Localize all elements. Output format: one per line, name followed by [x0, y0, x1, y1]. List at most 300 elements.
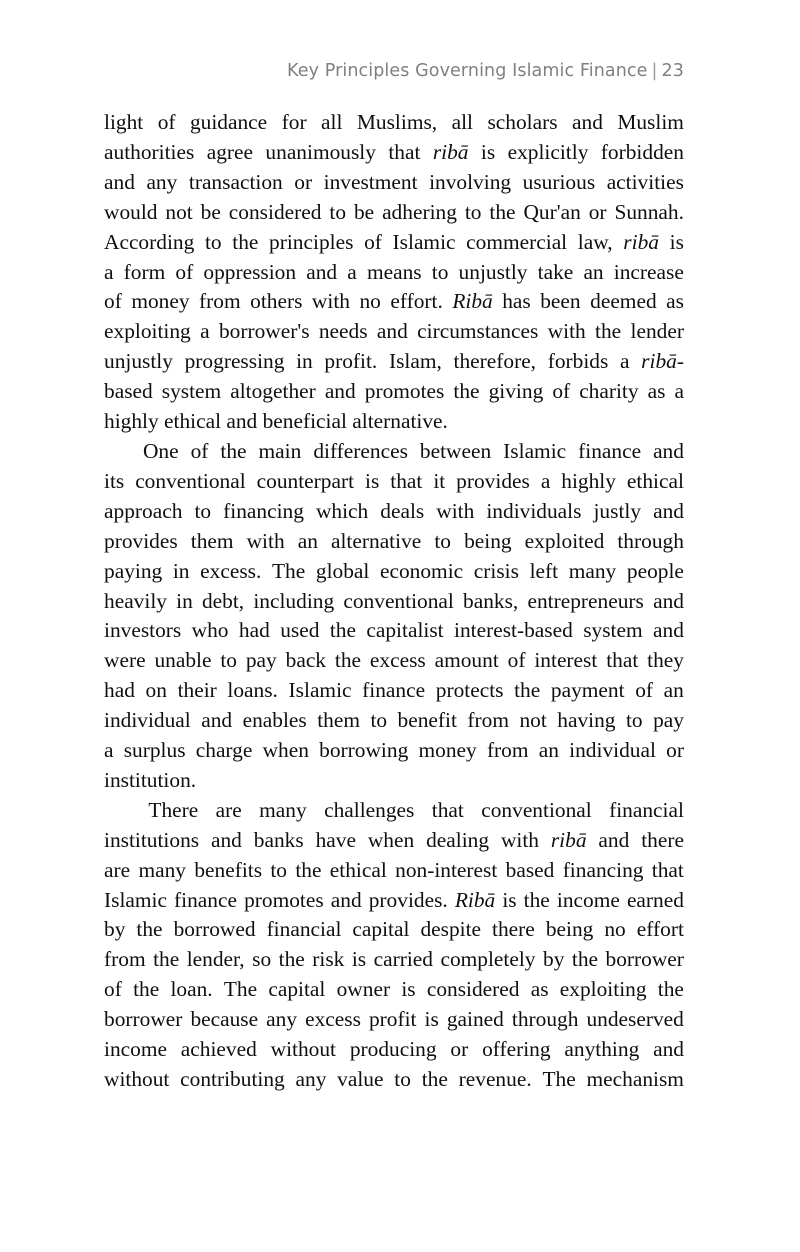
- word: to: [220, 648, 237, 673]
- word: principles: [269, 229, 354, 254]
- word: is: [424, 1007, 439, 1032]
- page-number: 23: [661, 61, 684, 81]
- word: money: [418, 738, 477, 763]
- word: global: [315, 558, 370, 583]
- word: from: [486, 738, 529, 763]
- word: being: [545, 917, 594, 942]
- text-line: [104, 736, 684, 766]
- word: the: [136, 917, 163, 942]
- word: Islamic: [392, 229, 456, 254]
- word: borrower: [605, 947, 684, 972]
- word: many: [259, 797, 307, 822]
- word: in: [176, 588, 193, 613]
- word: capitalist: [366, 618, 444, 643]
- word: be: [353, 199, 375, 224]
- word: by: [543, 947, 565, 972]
- word: amount: [434, 648, 499, 673]
- word: a: [540, 468, 551, 493]
- word: be: [200, 199, 221, 224]
- word: to: [431, 259, 449, 284]
- word: exploiting: [559, 977, 647, 1002]
- word: lender,: [186, 947, 245, 972]
- word: of: [175, 259, 194, 284]
- word: back: [285, 648, 327, 673]
- word: exploiting: [104, 319, 191, 344]
- word: through: [617, 528, 684, 553]
- word: and: [572, 110, 603, 134]
- word: is: [365, 468, 380, 493]
- word: ribā-: [641, 349, 684, 374]
- word: an: [583, 259, 604, 284]
- text-line: [104, 1005, 684, 1035]
- word: with: [500, 827, 539, 852]
- word: the: [523, 887, 550, 912]
- word: pay: [653, 708, 684, 733]
- word: profit: [368, 1007, 417, 1032]
- word: without: [104, 1067, 170, 1091]
- word: earned: [626, 887, 684, 912]
- word: individuals: [486, 498, 582, 523]
- word: and: [201, 708, 233, 733]
- word: to: [464, 199, 482, 224]
- word: [455, 886, 495, 916]
- word: value: [337, 1067, 384, 1091]
- word: all: [451, 110, 473, 134]
- running-header-separator: |: [651, 61, 658, 81]
- word: forbids: [547, 349, 609, 374]
- word: to: [370, 708, 388, 733]
- word: [623, 228, 659, 258]
- word: means: [366, 259, 422, 284]
- word: and: [330, 887, 362, 912]
- word: [551, 826, 587, 856]
- word: based: [505, 857, 555, 882]
- word: banks,: [463, 588, 519, 613]
- word: to: [329, 199, 347, 224]
- word: Muslim: [617, 110, 684, 134]
- word: unable: [154, 648, 212, 673]
- word: finance: [174, 887, 237, 912]
- word: [452, 287, 492, 317]
- word: they: [647, 648, 684, 673]
- word: the: [220, 438, 247, 463]
- word: that: [431, 797, 464, 822]
- word: institution.: [104, 767, 197, 792]
- word: as: [530, 977, 549, 1002]
- word: would: [104, 199, 158, 224]
- text-line: [104, 796, 684, 826]
- text-line: [104, 108, 684, 138]
- word: been: [540, 289, 581, 314]
- word: not: [165, 199, 193, 224]
- word: used: [280, 618, 320, 643]
- word: there: [492, 917, 535, 942]
- word: The: [271, 558, 306, 583]
- word: ethical: [626, 468, 684, 493]
- word: anything: [564, 1037, 640, 1062]
- word: to: [204, 229, 222, 254]
- running-header-title: Key Principles Governing Islamic Finance: [287, 61, 648, 81]
- word: Muslims,: [356, 110, 438, 134]
- word: interest: [534, 648, 598, 673]
- word: system: [161, 379, 222, 404]
- word: Islamic: [104, 887, 167, 912]
- text-line: [104, 616, 684, 646]
- word: many: [568, 558, 617, 583]
- word: of: [104, 977, 122, 1002]
- word: benefit: [397, 708, 457, 733]
- word: who: [191, 618, 229, 643]
- word: income: [104, 1037, 167, 1062]
- word: from: [104, 947, 146, 972]
- text-line: [104, 527, 684, 557]
- word: is: [669, 229, 684, 254]
- word: individual: [569, 738, 656, 763]
- word: excess.: [200, 558, 262, 583]
- text-line: [104, 1065, 684, 1095]
- word: agree: [206, 139, 254, 164]
- word: from: [199, 289, 241, 314]
- word: and: [653, 438, 684, 463]
- text-line: [104, 856, 684, 886]
- word: risk: [312, 947, 345, 972]
- word: oppression: [203, 259, 297, 284]
- word: conventional: [343, 588, 454, 613]
- word: provides: [104, 528, 178, 553]
- word: scholars: [487, 110, 558, 134]
- word: money: [131, 289, 190, 314]
- word: charge: [195, 738, 253, 763]
- text-line: [104, 706, 684, 736]
- word: and: [598, 827, 630, 852]
- word: individual: [104, 708, 191, 733]
- word: and: [376, 319, 408, 344]
- word: and: [210, 827, 242, 852]
- word: owner: [336, 977, 391, 1002]
- word: producing: [349, 1037, 437, 1062]
- italic-term: Ribā: [452, 289, 493, 314]
- word: counterpart: [256, 468, 355, 493]
- text-line: [104, 407, 684, 437]
- word: loans.: [227, 678, 278, 703]
- text-line: [104, 287, 684, 317]
- word: the: [595, 319, 622, 344]
- word: the: [278, 947, 305, 972]
- word: Sunnah.: [614, 199, 684, 224]
- word: because: [190, 1007, 259, 1032]
- word: that: [606, 648, 639, 673]
- word: between: [419, 438, 492, 463]
- word: needs: [318, 319, 368, 344]
- word: unanimously: [265, 139, 376, 164]
- word: or: [450, 1037, 469, 1062]
- paragraph-3: [104, 796, 684, 1095]
- word: deals: [380, 498, 425, 523]
- word: the: [657, 977, 684, 1002]
- text-line: [104, 766, 684, 796]
- word: are: [104, 857, 131, 882]
- word: of: [157, 110, 176, 134]
- word: that: [651, 857, 684, 882]
- text-line: [104, 258, 684, 288]
- word: which: [315, 498, 369, 523]
- text-line: [104, 1035, 684, 1065]
- text-line: [104, 347, 684, 377]
- word: no: [604, 917, 626, 942]
- word: altogether: [230, 379, 316, 404]
- word: lender: [630, 319, 684, 344]
- word: benefits: [194, 857, 263, 882]
- word: them: [190, 528, 234, 553]
- word: no: [359, 289, 381, 314]
- word: an: [663, 678, 684, 703]
- word: charity: [579, 379, 639, 404]
- word: conventional: [135, 468, 246, 493]
- word: to: [625, 708, 643, 733]
- word: when: [367, 827, 415, 852]
- word: that: [390, 468, 423, 493]
- word: people: [626, 558, 684, 583]
- word: alternative: [331, 528, 422, 553]
- word: the: [334, 648, 362, 673]
- word: debt,: [201, 588, 245, 613]
- word: considered: [228, 199, 322, 224]
- word: transaction: [188, 169, 283, 194]
- word: forbidden: [600, 139, 684, 164]
- word: or: [666, 738, 684, 763]
- text-line: [104, 915, 684, 945]
- word: in: [296, 349, 313, 374]
- word: of: [190, 438, 209, 463]
- word: surplus: [123, 738, 186, 763]
- word: Islamic: [503, 438, 567, 463]
- word: There: [148, 797, 199, 822]
- word: the: [133, 977, 160, 1002]
- text-line: [104, 317, 684, 347]
- word: conventional: [481, 797, 592, 822]
- word: giving: [488, 379, 544, 404]
- word: through: [511, 1007, 579, 1032]
- word: [433, 138, 469, 168]
- word: to: [434, 528, 451, 553]
- word: having: [557, 708, 616, 733]
- word: investors: [104, 618, 182, 643]
- word: had: [104, 678, 135, 703]
- word: circumstances: [417, 319, 539, 344]
- word: According: [104, 229, 195, 254]
- word: unjustly: [104, 349, 173, 374]
- word: as: [666, 289, 684, 314]
- word: Qur'an: [523, 199, 581, 224]
- word: offering: [482, 1037, 551, 1062]
- word: system: [583, 618, 643, 643]
- word: with: [311, 289, 350, 314]
- word: borrower's: [218, 319, 310, 344]
- word: payment: [550, 678, 625, 703]
- body-text-block: [104, 108, 684, 1095]
- word: there: [641, 827, 684, 852]
- word: finance: [578, 438, 642, 463]
- word: not: [519, 708, 547, 733]
- word: revenue.: [458, 1067, 532, 1091]
- word: a: [200, 319, 210, 344]
- word: investment: [323, 169, 418, 194]
- word: undeserved: [586, 1007, 684, 1032]
- word: involving: [429, 169, 512, 194]
- word: entrepreneurs: [527, 588, 644, 613]
- word: is: [502, 887, 517, 912]
- text-line: [104, 826, 684, 856]
- word: promotes: [364, 379, 445, 404]
- word: the: [514, 678, 541, 703]
- word: light: [104, 110, 144, 134]
- word: or: [294, 169, 313, 194]
- word: promotes: [244, 887, 324, 912]
- word: economic: [379, 558, 464, 583]
- word: adhering: [382, 199, 457, 224]
- word: justly: [593, 498, 642, 523]
- word: deemed: [590, 289, 657, 314]
- word: loan.: [170, 977, 213, 1002]
- word: dealing: [426, 827, 490, 852]
- word: with: [547, 319, 586, 344]
- word: a: [620, 349, 630, 374]
- paragraph-indent: [104, 437, 131, 467]
- word: profit.: [324, 349, 378, 374]
- word: the: [329, 618, 356, 643]
- text-line: [104, 198, 684, 228]
- word: the: [421, 1067, 448, 1091]
- word: activities: [606, 169, 684, 194]
- word: unjustly: [458, 259, 528, 284]
- word: non-interest: [395, 857, 498, 882]
- word: an: [297, 528, 318, 553]
- text-line: [104, 587, 684, 617]
- word: of: [552, 379, 571, 404]
- word: financing: [223, 498, 304, 523]
- word: financial: [609, 797, 684, 822]
- word: by: [104, 917, 126, 942]
- word: of: [104, 289, 122, 314]
- word: the: [295, 857, 322, 882]
- word: carried: [373, 947, 433, 972]
- word: effort.: [390, 289, 443, 314]
- word: finance: [362, 678, 426, 703]
- word: and: [653, 498, 684, 523]
- word: explicitly: [507, 139, 589, 164]
- word: The: [542, 1067, 576, 1091]
- word: One: [142, 438, 179, 463]
- word: the: [153, 947, 180, 972]
- text-line: [104, 646, 684, 676]
- word: mechanism: [586, 1067, 684, 1091]
- word: crisis: [473, 558, 519, 583]
- text-line: [104, 228, 684, 258]
- word: paying: [104, 558, 163, 583]
- word: is: [401, 977, 416, 1002]
- word: heavily: [104, 588, 167, 613]
- italic-term: ribā: [550, 827, 587, 852]
- word: is: [351, 947, 367, 972]
- word: has: [502, 289, 531, 314]
- word: of: [507, 648, 526, 673]
- word: considered: [426, 977, 520, 1002]
- word: a: [104, 738, 114, 763]
- word: excess: [369, 648, 426, 673]
- word: when: [262, 738, 309, 763]
- word: main: [258, 438, 302, 463]
- word: financial: [266, 917, 342, 942]
- word: approach: [104, 498, 183, 523]
- word: of: [364, 229, 382, 254]
- word: differences: [313, 438, 408, 463]
- word: Islamic: [288, 678, 352, 703]
- word: for: [281, 110, 307, 134]
- word: effort: [636, 917, 684, 942]
- text-line: [104, 437, 684, 467]
- text-line: [104, 557, 684, 587]
- word: The: [223, 977, 258, 1002]
- word: or: [588, 199, 607, 224]
- word: increase: [613, 259, 684, 284]
- word: therefore,: [453, 349, 537, 374]
- word: borrower: [104, 1007, 183, 1032]
- word: that: [388, 139, 421, 164]
- word: and: [306, 259, 338, 284]
- word: to: [270, 857, 287, 882]
- word: the: [571, 947, 599, 972]
- word: of: [635, 678, 654, 703]
- word: provides: [456, 468, 530, 493]
- word: income: [556, 887, 620, 912]
- word: had: [238, 618, 270, 643]
- word: the: [232, 229, 259, 254]
- word: authorities: [104, 139, 195, 164]
- word: protects: [435, 678, 504, 703]
- text-line: [104, 497, 684, 527]
- italic-term: ribā: [623, 229, 659, 254]
- word: left: [529, 558, 559, 583]
- word: to: [194, 498, 212, 523]
- word: being: [464, 528, 512, 553]
- italic-term: Ribā: [454, 887, 496, 912]
- word: exploited: [524, 528, 605, 553]
- word: any: [295, 1067, 327, 1091]
- word: with: [246, 528, 285, 553]
- word: enables: [242, 708, 307, 733]
- word: and: [104, 169, 135, 194]
- word: take: [537, 259, 574, 284]
- italic-term: ribā: [641, 349, 677, 374]
- word: institutions: [104, 827, 200, 852]
- word: to: [394, 1067, 411, 1091]
- paragraph-1: [104, 108, 684, 437]
- text-line: [104, 377, 684, 407]
- word: from: [467, 708, 509, 733]
- word: excess: [305, 1007, 361, 1032]
- word: highly ethical and beneficial alternative.: [104, 409, 448, 434]
- word: the: [453, 379, 480, 404]
- text-line: [104, 975, 684, 1005]
- word: an: [538, 738, 559, 763]
- word: usurious: [522, 169, 596, 194]
- word: challenges: [324, 797, 415, 822]
- word: any: [266, 1007, 298, 1032]
- text-line: [104, 138, 684, 168]
- text-line: [104, 945, 684, 975]
- word: and: [653, 1037, 684, 1062]
- text-line: [104, 467, 684, 497]
